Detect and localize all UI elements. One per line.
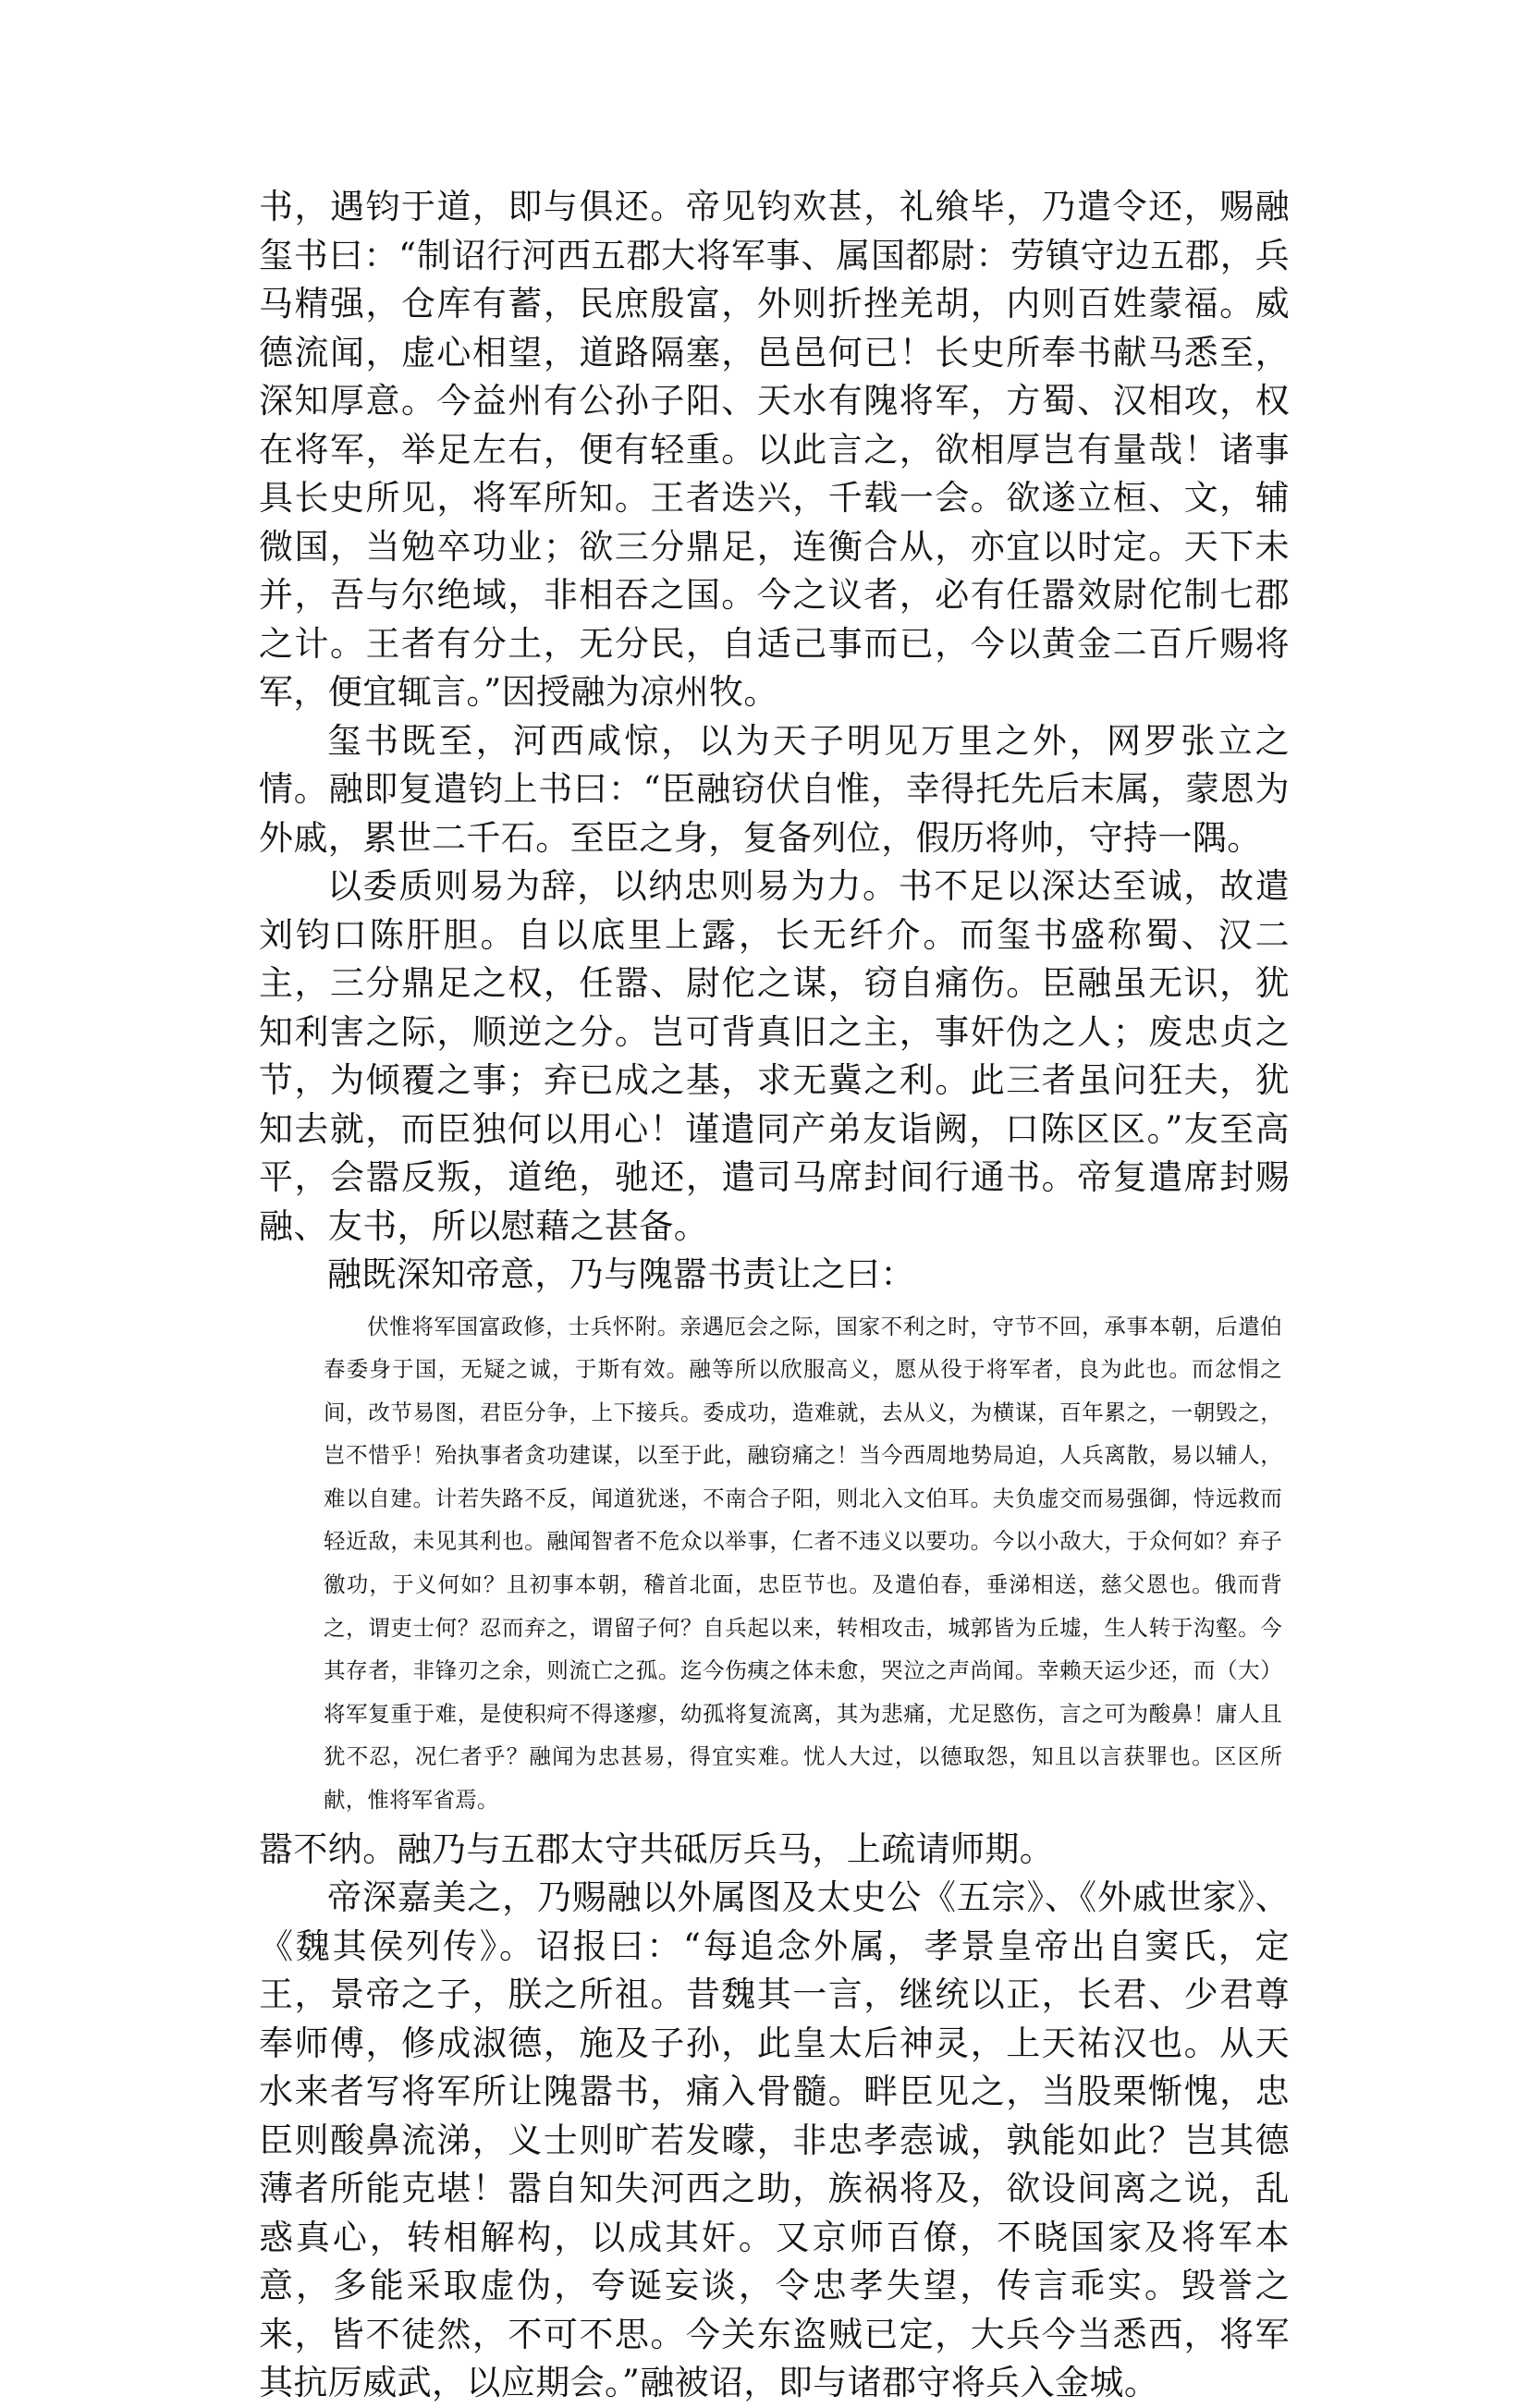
- paragraph-5: 嚣不纳。融乃与五郡太守共砥厉兵马，上疏请师期。: [259, 1828, 1055, 1869]
- paragraph-6: 帝深嘉美之，乃赐融以外属图及太史公《五宗》、《外戚世家》、《魏其侯列传》。诏报曰：“每追念外属，孝景皇帝出自窦氏，定王，景帝之子，朕之所祖。昔魏其一言，继统以正，长君、少君尊奉师傅，修成淑德，施及子孙，此皇太后神灵，上天祐汉也。从天水来者写将军所让隗嚣书，痛入骨髓。畔臣见之，当股栗惭愧，忠臣则酸鼻流涕，义士则旷若发曚，非忠孝悫诚，孰能如此？岂其德薄者所能克堪！嚣自知失河西之助，族祸将及，欲设间离之说，乱惑真心，转相解构，以成其奸。又京师百僚，不晓国家及将军本意，多能采取虚伪，夸诞妄谈，令忠孝失望，传言乖实。毁誉之来，皆不徒然，不可不思。今关东盗贼已定，大兵今当悉西，将军其抗厉威武，以应期会。”融被诏，即与诸郡守将兵入金城。: [259, 1877, 1290, 2403]
- document-page: [259, 183, 1290, 2408]
- paragraph-2: 玺书既至，河西咸惊，以为天子明见万里之外，网罗张立之情。融即复遣钧上书曰：“臣融窃伏自惟，幸得托先后末属，蒙恩为外戚，累世二千石。至臣之身，复备列位，假历将帅，守持一隅。: [259, 720, 1290, 858]
- paragraph-1: 书，遇钧于道，即与俱还。帝见钧欢甚，礼飨毕，乃遣令还，赐融玺书曰：“制诏行河西五郡大将军事、属国都尉：劳镇守边五郡，兵马精强，仓库有蓄，民庶殷富，外则折挫羌胡，内则百姓蒙福。威德流闻，虚心相望，道路隔塞，邑邑何已！长史所奉书献马悉至，深知厚意。今益州有公孙子阳、天水有隗将军，方蜀、汉相攻，权在将军，举足左右，便有轻重。以此言之，欲相厚岂有量哉！诸事具长史所见，将军所知。王者迭兴，千载一会。欲遂立桓、文，辅微国，当勉卒功业；欲三分鼎足，连衡合从，亦宜以时定。天下未并，吾与尔绝域，非相吞之国。今之议者，必有任嚣效尉佗制七郡之计。王者有分土，无分民，自适己事而已，今以黄金二百斤赐将军，便宜辄言。”因授融为凉州牧。: [259, 187, 1290, 712]
- paragraph-4: 融既深知帝意，乃与隗嚣书责让之曰：: [327, 1254, 915, 1294]
- paragraph-3: 以委质则易为辞，以纳忠则易为力。书不足以深达至诚，故遣刘钧口陈肝胆。自以底里上露，长无纤介。而玺书盛称蜀、汉二主，三分鼎足之权，任嚣、尉佗之谋，窃自痛伤。臣融虽无识，犹知利害之际，顺逆之分。岂可背真旧之主，事奸伪之人；废忠贞之节，为倾覆之事；弃已成之基，求无冀之利。此三者虽问狂夫，犹知去就，而臣独何以用心！谨遣同产弟友诣阙，口陈区区。”友至高平，会嚣反叛，道绝，驰还，遣司马席封间行通书。帝复遣席封赐融、友书，所以慰藉之甚备。: [259, 866, 1290, 1246]
- block-quote-letter: 伏惟将军国富政修，士兵怀附。亲遇厄会之际，国家不利之时，守节不回，承事本朝，后遣伯春委身于国，无疑之诚，于斯有效。融等所以欣服高义，愿从役于将军者，良为此也。而忿悁之间，改节易图，君臣分争，上下接兵。委成功，造难就，去从义，为横谋，百年累之，一朝毁之，岂不惜乎！殆执事者贪功建谋，以至于此，融窃痛之！当今西周地势局迫，人兵离散，易以辅人，难以自建。计若失路不反，闻道犹迷，不南合子阳，则北入文伯耳。夫负虚交而易强御，恃远救而轻近敌，未见其利也。融闻智者不危众以举事，仁者不违义以要功。今以小敌大，于众何如？弃子徼功，于义何如？且初事本朝，稽首北面，忠臣节也。及遣伯春，垂涕相送，慈父恩也。俄而背之，谓吏士何？忍而弃之，谓留子何？自兵起以来，转相攻击，城郭皆为丘墟，生人转于沟壑。今其存者，非锋刃之余，则流亡之孤。迄今伤痍之体未愈，哭泣之声尚闻。幸赖天运少还，而（大）将军复重于难，是使积疴不得遂瘳，幼孤将复流离，其为悲痛，尤足愍伤，言之可为酸鼻！庸人且犹不忍，况仁者乎？融闻为忠甚易，得宜实难。忧人大过，以德取怨，知且以言获罪也。区区所献，惟将军省焉。: [324, 1313, 1282, 1814]
